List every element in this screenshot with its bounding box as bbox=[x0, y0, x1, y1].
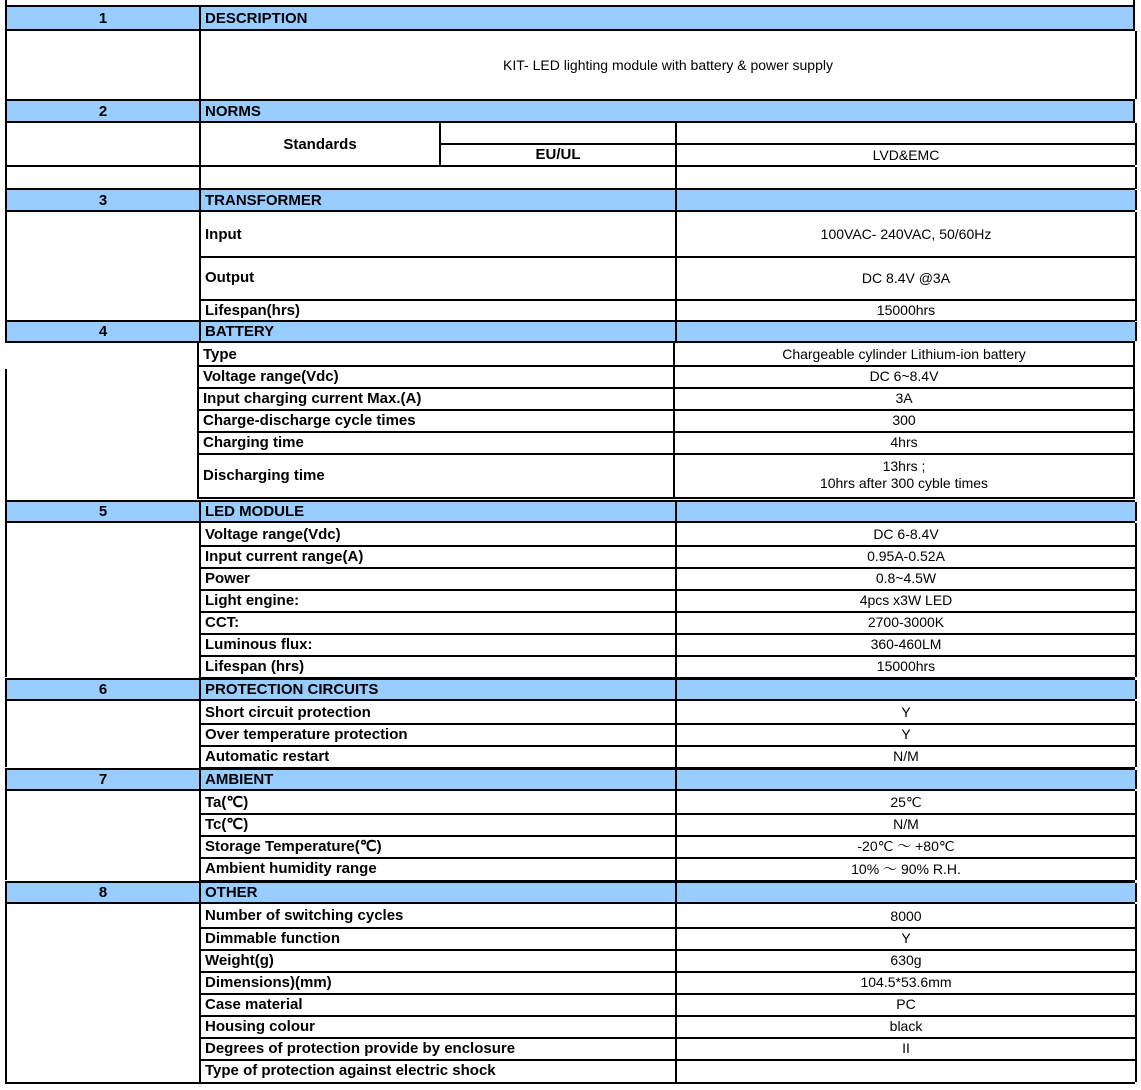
spec-label: Luminous flux: bbox=[199, 633, 675, 655]
spec-row bbox=[5, 813, 1135, 835]
spec-row bbox=[5, 1059, 1135, 1082]
blank-row bbox=[5, 167, 1135, 189]
border-line bbox=[5, 1082, 1135, 1084]
section-header-battery bbox=[5, 320, 1135, 343]
spec-row bbox=[5, 1037, 1135, 1059]
spec-value: Y bbox=[675, 927, 1137, 949]
spec-value: 2700-3000K bbox=[675, 611, 1137, 633]
spec-label: Number of switching cycles bbox=[199, 904, 675, 927]
spec-row bbox=[5, 1015, 1135, 1037]
spec-row bbox=[5, 212, 1135, 256]
spec-value: DC 6-8.4V bbox=[675, 523, 1137, 545]
standards-region: EU/UL bbox=[439, 123, 675, 165]
standards-label: Standards bbox=[199, 123, 439, 165]
spec-value: 4hrs bbox=[673, 431, 1135, 453]
spec-label: Lifespan (hrs) bbox=[199, 655, 675, 677]
spec-label: Short circuit protection bbox=[199, 701, 675, 723]
spec-row bbox=[5, 835, 1135, 857]
section-title: TRANSFORMER bbox=[199, 190, 675, 210]
spec-row bbox=[5, 409, 1135, 431]
section-value-blank bbox=[675, 770, 1137, 789]
spec-label: Ta(℃) bbox=[199, 791, 675, 813]
spec-label: Weight(g) bbox=[199, 949, 675, 971]
spec-row bbox=[5, 365, 1135, 387]
spec-label: Type of protection against electric shock bbox=[199, 1059, 675, 1082]
spec-value: 104.5*53.6mm bbox=[675, 971, 1137, 993]
spec-value: DC 8.4V @3A bbox=[675, 256, 1137, 299]
section-value-blank bbox=[675, 883, 1137, 902]
spec-row bbox=[5, 993, 1135, 1015]
spec-value: N/M bbox=[675, 813, 1137, 835]
spec-value-line: 13hrs ; bbox=[882, 458, 926, 474]
spec-label: Degrees of protection provide by enclosure bbox=[199, 1037, 675, 1059]
section-number: 5 bbox=[98, 503, 108, 520]
spec-row bbox=[5, 633, 1135, 655]
spec-value bbox=[675, 1059, 1137, 1082]
section-title: BATTERY bbox=[199, 322, 675, 341]
spec-row bbox=[5, 256, 1135, 299]
spec-value: 3A bbox=[673, 387, 1135, 409]
section-title: AMBIENT bbox=[199, 770, 675, 789]
spec-value: DC 6~8.4V bbox=[673, 365, 1135, 387]
spec-row bbox=[5, 857, 1135, 880]
spec-row bbox=[5, 545, 1135, 567]
spec-value: -20℃ ～ +80℃ bbox=[675, 835, 1137, 857]
spec-label: Input charging current Max.(A) bbox=[197, 387, 673, 409]
border-line bbox=[5, 369, 7, 500]
spec-value: 4pcs x3W LED bbox=[675, 589, 1137, 611]
spec-label: Voltage range(Vdc) bbox=[199, 523, 675, 545]
spec-value: PC bbox=[675, 993, 1137, 1015]
spec-label: Output bbox=[199, 256, 675, 299]
section-header-norms bbox=[5, 99, 1135, 123]
section-value-blank bbox=[675, 190, 1137, 210]
spec-row bbox=[5, 927, 1135, 949]
spec-value: 25℃ bbox=[675, 791, 1137, 813]
spec-value: Y bbox=[675, 723, 1137, 745]
spec-label: Dimensions)(mm) bbox=[199, 971, 675, 993]
spec-row bbox=[5, 949, 1135, 971]
spec-label: Light engine: bbox=[199, 589, 675, 611]
spec-label: Lifespan(hrs) bbox=[199, 299, 675, 321]
spec-label: Input bbox=[199, 212, 675, 256]
section-title: DESCRIPTION bbox=[199, 7, 1137, 29]
spec-value: 0.8~4.5W bbox=[675, 567, 1137, 589]
spec-value: N/M bbox=[675, 745, 1137, 767]
spec-value: 8000 bbox=[675, 904, 1137, 927]
spec-label: Case material bbox=[199, 993, 675, 1015]
section-value-blank bbox=[675, 322, 1137, 341]
spec-row bbox=[5, 431, 1135, 453]
spec-label: Power bbox=[199, 567, 675, 589]
section-number: 3 bbox=[98, 191, 108, 209]
section-header-protection-circuits bbox=[5, 678, 1135, 701]
spec-row bbox=[5, 523, 1135, 545]
spec-row bbox=[5, 567, 1135, 589]
divider bbox=[439, 143, 1135, 145]
spec-label: Type bbox=[197, 343, 673, 365]
spec-row bbox=[5, 745, 1135, 767]
spec-row bbox=[5, 299, 1135, 321]
spec-value: II bbox=[675, 1037, 1137, 1059]
section-number: 4 bbox=[98, 323, 108, 340]
spec-label: Charging time bbox=[197, 431, 673, 453]
spec-row bbox=[5, 453, 1135, 497]
spec-row bbox=[5, 723, 1135, 745]
spec-value-line: 10hrs after 300 cyble times bbox=[819, 475, 989, 491]
spec-label: Housing colour bbox=[199, 1015, 675, 1037]
section-header-led-module bbox=[5, 500, 1135, 523]
spec-label: Tc(℃) bbox=[199, 813, 675, 835]
standards-row bbox=[5, 123, 1135, 167]
spec-value: 0.95A-0.52A bbox=[675, 545, 1137, 567]
spec-row bbox=[5, 589, 1135, 611]
spec-value: 15000hrs bbox=[675, 655, 1137, 677]
spec-row bbox=[5, 387, 1135, 409]
spec-value: Chargeable cylinder Lithium-ion battery bbox=[673, 343, 1135, 365]
row-divider bbox=[197, 497, 1135, 499]
section-header-description bbox=[5, 5, 1135, 31]
blank-cell bbox=[675, 167, 1137, 189]
spec-label: Charge-discharge cycle times bbox=[197, 409, 673, 431]
description-row bbox=[5, 31, 1135, 101]
section-title: PROTECTION CIRCUITS bbox=[199, 680, 675, 699]
spec-label: CCT: bbox=[199, 611, 675, 633]
section-title: LED MODULE bbox=[199, 502, 675, 521]
section-number: 1 bbox=[98, 9, 108, 27]
section-number: 6 bbox=[98, 681, 108, 698]
spec-value: 15000hrs bbox=[675, 299, 1137, 321]
spec-label: Storage Temperature(℃) bbox=[199, 835, 675, 857]
spec-label: Voltage range(Vdc) bbox=[197, 365, 673, 387]
spec-value: 360-460LM bbox=[675, 633, 1137, 655]
spec-value bbox=[673, 453, 1135, 497]
standards-value: LVD&EMC bbox=[675, 123, 1137, 165]
spec-value: 100VAC- 240VAC, 50/60Hz bbox=[675, 212, 1137, 256]
spec-row bbox=[5, 904, 1135, 927]
description-text: KIT- LED lighting module with battery & power supply bbox=[199, 31, 1137, 99]
section-title: OTHER bbox=[199, 883, 675, 902]
spec-label: Over temperature protection bbox=[199, 723, 675, 745]
spec-label: Input current range(A) bbox=[199, 545, 675, 567]
section-number: 7 bbox=[98, 771, 108, 788]
spec-label: Automatic restart bbox=[199, 745, 675, 767]
spec-value: 300 bbox=[673, 409, 1135, 431]
spec-label: Dimmable function bbox=[199, 927, 675, 949]
blank-cell bbox=[199, 167, 675, 189]
section-value-blank bbox=[675, 502, 1137, 521]
spec-row bbox=[5, 655, 1135, 677]
spec-value: 630g bbox=[675, 949, 1137, 971]
spec-value: 10% ～ 90% R.H. bbox=[675, 857, 1137, 880]
spec-row bbox=[5, 611, 1135, 633]
spec-label: Ambient humidity range bbox=[199, 857, 675, 880]
section-header-other bbox=[5, 881, 1135, 904]
spec-value: black bbox=[675, 1015, 1137, 1037]
section-header-transformer bbox=[5, 188, 1135, 212]
section-value-blank bbox=[675, 680, 1137, 699]
spec-row bbox=[5, 343, 1135, 365]
section-title: NORMS bbox=[199, 101, 1137, 121]
spec-row bbox=[5, 791, 1135, 813]
section-number: 2 bbox=[98, 102, 108, 120]
spec-label: Discharging time bbox=[197, 453, 673, 497]
spec-value: Y bbox=[675, 701, 1137, 723]
section-number: 8 bbox=[98, 884, 108, 901]
section-header-ambient bbox=[5, 768, 1135, 791]
spec-row bbox=[5, 701, 1135, 723]
spec-row bbox=[5, 971, 1135, 993]
